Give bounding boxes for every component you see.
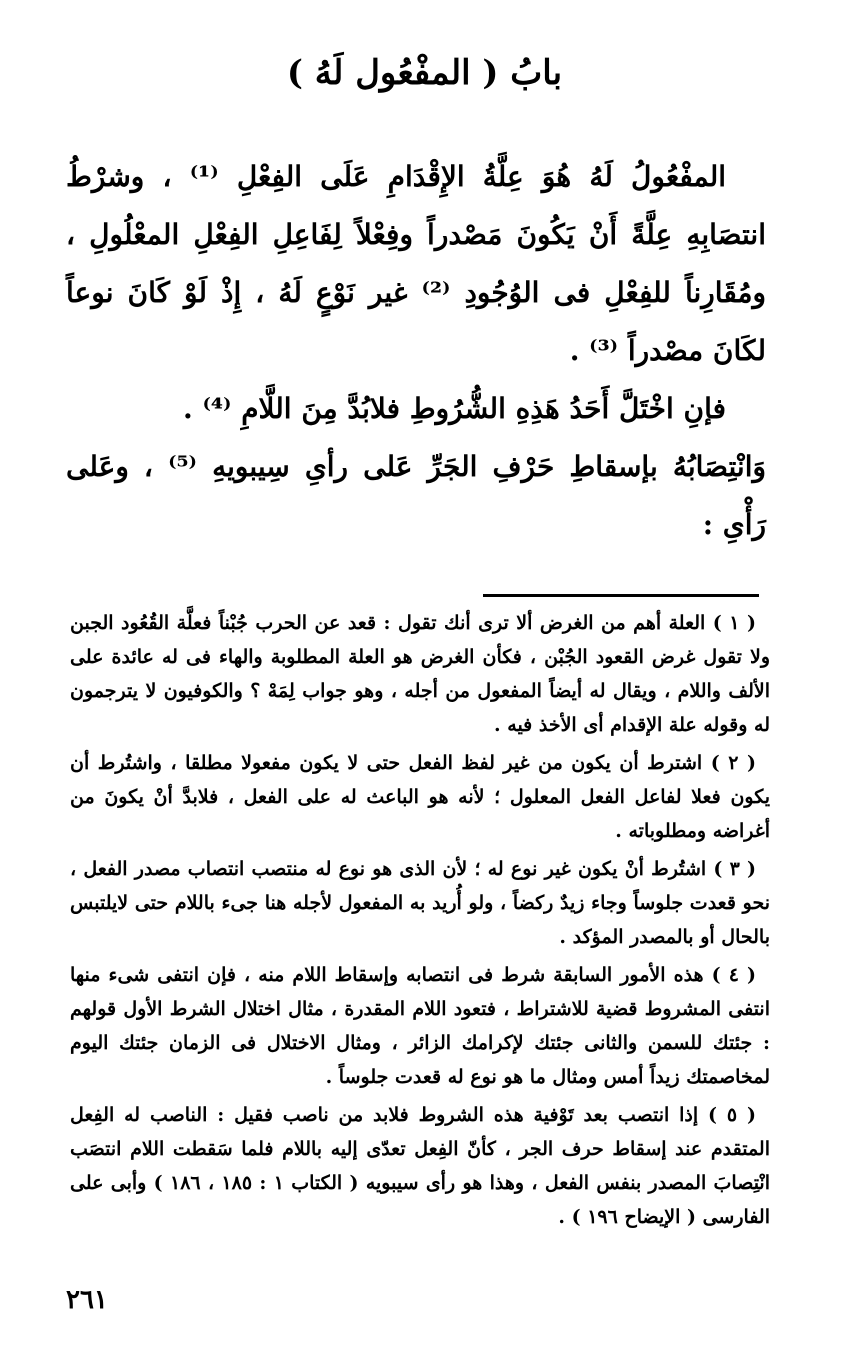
main-paragraph-1: المفْعُولُ لَهُ هُوَ عِلَّةُ الإِقْدَامِ عَلَى الفِعْلِ ⁽¹⁾ ، وشرْطُ انتصَابِهِ عِلَّةً أَنْ يَكُونَ مَصْدراً وفِعْلاً لِفَاعِلِ الفِعْلِ المعْلُولِ ، ومُقَارِناً للفِعْلِ فى الوُجُودِ ⁽²⁾ غير نَوْعٍ لَهُ ، إِذْ لَوْ كَانَ نوعاً لكَانَ مصْدراً ⁽³⁾ . xyxy=(66,160,767,367)
footnote-5: ( ٥ ) إذا انتصب بعد تَوْفية هذه الشروط فلابد من ناصب فقيل : الناصب له الفِعل المتقدم عند إسقاط حرف الجر ، كأنّ الفِعل تعدّى إليه باللام فلما سَقطت اللام انتصَب انْتِصابَ المصدر بنفس الفعل ، وهذا هو رأى سيبويه ( الكتاب ١ : ١٨٥ ، ١٨٦ ) وأبى على الفارسى ( الإيضاح ١٩٦ ) . xyxy=(70,1104,770,1228)
main-paragraph-2: فإنِ اخْتَلَّ أَحَدُ هَذِهِ الشُّرُوطِ فلابُدَّ مِنَ اللَّامِ ⁽⁴⁾ . xyxy=(183,392,726,425)
chapter-title: بابُ ( المفْعُول لَهُ ) xyxy=(286,53,563,93)
footnote-2: ( ٢ ) اشترط أن يكون من غير لفظ الفعل حتى لا يكون مفعولا مطلقا ، واشتُرط أن يكون فعلا لفاعل الفعل المعلول ؛ لأنه هو الباعث له على الفعل ، فلابدَّ أنْ يكونَ من أغراضه ومطلوباته . xyxy=(70,752,770,842)
footnote-1: ( ١ ) العلة أهم من الغرض ألا ترى أنك تقول : قعد عن الحرب جُبْناً فعلَّة القُعُود الجبن ولا تقول غرض القعود الجُبْن ، فكأن الغرض هو العلة المطلوبة والهاء فى له عائدة على الألف واللام ، ويقال له أيضاً المفعول من أجله ، وهو جواب لِمَهْ ؟ والكوفيون لا يترجمون له وقوله علة الإقدام أى الأخذ فيه . xyxy=(70,612,770,736)
footnote-4: ( ٤ ) هذه الأمور السابقة شرط فى انتصابه وإسقاط اللام منه ، فإن انتفى شىء منها انتفى المشروط قضية للاشتراط ، فتعود اللام المقدرة ، مثال اختلال الشرط الأول قولهم : جئتك للسمن والثانى جئتك لإكرامك الزائر ، ومثال الاختلال فى الزمان جئتك اليوم لمخاصمتك زيداً أمس ومثال ما هو نوع له قعدت جلوساً . xyxy=(70,964,770,1088)
page-number: ٢٦١ xyxy=(66,1285,108,1315)
footnote-separator xyxy=(483,594,759,597)
footnotes xyxy=(70,606,770,1238)
main-text xyxy=(66,148,766,554)
footnote-3: ( ٣ ) اشتُرط أنْ يكون غير نوع له ؛ لأن الذى هو نوع له منتصب انتصاب مصدر الفعل ، نحو قعدت جلوساً وجاء زيدٌ ركضاً ، ولو أُريد به المفعول لأجله هنا جىء باللام حتى لايلتبس بالحال أو بالمصدر المؤكد . xyxy=(70,858,770,948)
main-paragraph-3: وَانْتِصَابُهُ بإسقاطِ حَرْفِ الجَرِّ عَلى رأىِ سِيبويهِ ⁽⁵⁾ ، وعَلى رَأْىِ : xyxy=(66,450,766,541)
